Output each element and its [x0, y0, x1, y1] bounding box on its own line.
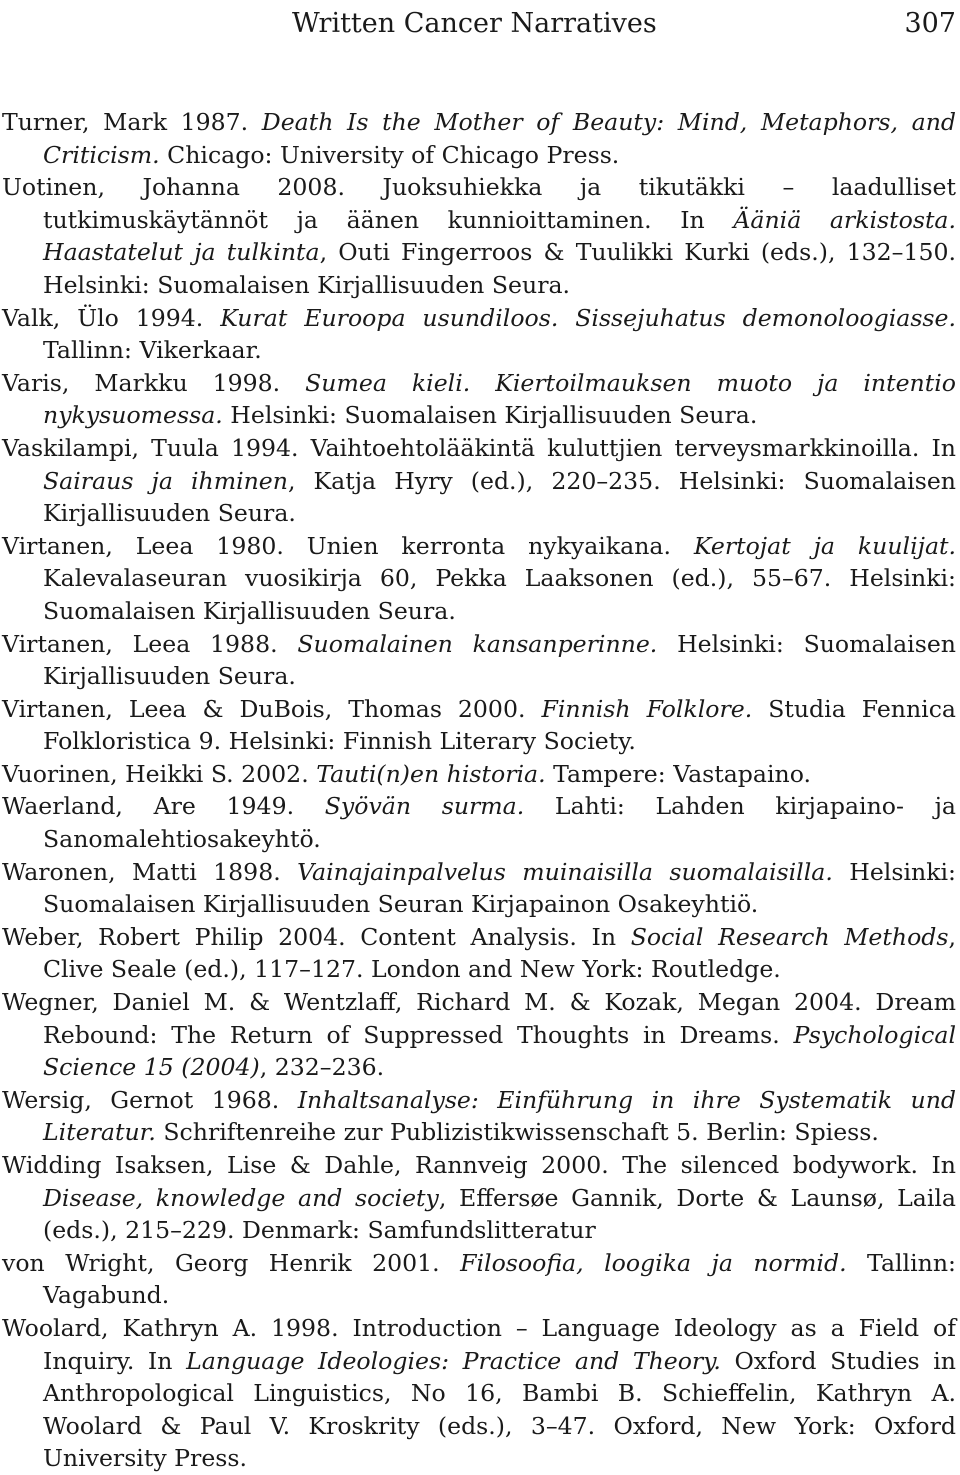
reference-title-text: Kertojat ja kuulijat.: [693, 531, 956, 560]
reference-text: Woolard, Kathryn A. 1998. Introduction – Language Ideology as a Field of Inquiry. In: [2, 1313, 956, 1375]
reference-title-text: Vainajainpalvelus muinaisilla suomalaisilla.: [297, 857, 833, 886]
reference-text: Studia Fennica Folkloristica 9. Helsinki: Finnish Literary Society.: [43, 694, 956, 756]
reference-entry: [2, 367, 956, 432]
reference-text: von Wright, Georg Henrik 2001.: [2, 1248, 461, 1277]
reference-entry: [2, 302, 956, 367]
reference-entry: [2, 530, 956, 628]
reference-text: Turner, Mark 1987.: [2, 108, 262, 136]
running-title: Written Cancer Narratives: [292, 8, 657, 39]
reference-title-text: Syövän surma.: [324, 792, 525, 821]
reference-text: Kalevalaseuran vuosikirja 60, Pekka Laaksonen (ed.), 55–67. Helsinki: Suomalaisen Kirjallisuuden Seura.: [43, 564, 956, 625]
reference-text: Waerland, Are 1949.: [2, 792, 325, 821]
reference-entry: [2, 986, 956, 1084]
reference-text: Wegner, Daniel M. & Wentzlaff, Richard M. & Kozak, Megan 2004. Dream Rebound: The Return of Suppressed Thoughts in Dreams.: [2, 988, 956, 1049]
reference-text: Widding Isaksen, Lise & Dahle, Rannveig 2000. The silenced bodywork. In: [2, 1151, 956, 1179]
reference-title-text: Finnish Folklore.: [541, 694, 753, 723]
reference-entry: [2, 1312, 956, 1475]
reference-entry: [2, 628, 956, 693]
reference-title-text: Disease, knowledge and society: [43, 1183, 439, 1212]
reference-text: Chicago: University of Chicago Press.: [159, 140, 620, 169]
reference-title-text: Inhaltsanalyse: Einführung in ihre Systematik und Literatur.: [43, 1085, 956, 1147]
reference-title-text: Language Ideologies: Practice and Theory.: [186, 1346, 721, 1375]
reference-text: Uotinen, Johanna 2008. Juoksuhiekka ja tikutäkki – laadulliset tutkimuskäytännöt ja äänen kunnioittaminen. In: [2, 173, 956, 234]
reference-text: Wersig, Gernot 1968.: [2, 1085, 298, 1114]
reference-text: Tallinn: Vagabund.: [43, 1248, 956, 1310]
reference-text: Helsinki: Suomalaisen Kirjallisuuden Seura.: [43, 629, 956, 691]
reference-title-text: Kurat Euroopa usundiloos. Sissejuhatus demonoloogiasse.: [220, 303, 956, 332]
reference-title-text: Sumea kieli. Kiertoilmauksen muoto ja intentio nykysuomessa.: [43, 368, 956, 430]
page-number: 307: [904, 8, 956, 39]
reference-text: , Effersøe Gannik, Dorte & Launsø, Laila (eds.), 215–229. Denmark: Samfundslitteratur: [43, 1183, 956, 1245]
reference-text: Varis, Markku 1998.: [2, 368, 306, 397]
reference-text: Virtanen, Leea 1988.: [2, 629, 298, 658]
reference-entry: [2, 693, 956, 758]
reference-list: [2, 106, 956, 1475]
reference-text: , 232–236.: [259, 1053, 385, 1082]
reference-text: Oxford Studies in Anthropological Linguistics, No 16, Bambi B. Schieffelin, Kathryn A. Woolard & Paul V. Kroskrity (eds.), 3–47. Oxford, New York: Oxford University Press.: [43, 1346, 956, 1473]
reference-text: Waronen, Matti 1898.: [2, 857, 298, 886]
reference-text: Valk, Ülo 1994.: [2, 303, 221, 332]
reference-text: Vaskilampi, Tuula 1994. Vaihtoehtolääkintä kuluttjien terveysmarkkinoilla. In: [2, 433, 956, 462]
reference-entry: [2, 790, 956, 855]
reference-title-text: Suomalainen kansanperinne.: [297, 629, 658, 658]
reference-text: Schriftenreihe zur Publizistikwissenschaft 5. Berlin: Spiess.: [155, 1118, 879, 1147]
reference-text: Weber, Robert Philip 2004. Content Analysis. In: [2, 922, 631, 951]
reference-text: , Outi Fingerroos & Tuulikki Kurki (eds.), 132–150. Helsinki: Suomalaisen Kirjallisuuden Seura.: [43, 238, 956, 299]
reference-title-text: Ääniä arkistosta. Haastatelut ja tulkinta: [43, 205, 956, 267]
reference-entry: [2, 171, 956, 301]
reference-entry: [2, 106, 956, 171]
reference-text: Tallinn: Vikerkaar.: [43, 336, 262, 365]
reference-entry: [2, 921, 956, 986]
reference-text: Vuorinen, Heikki S. 2002.: [2, 759, 317, 788]
reference-text: Lahti: Lahden kirjapaino- ja Sanomalehtiosakeyhtö.: [43, 792, 956, 854]
reference-text: , Clive Seale (ed.), 117–127. London and New York: Routledge.: [43, 922, 956, 984]
reference-text: Helsinki: Suomalaisen Kirjallisuuden Seura.: [222, 401, 758, 430]
reference-entry: [2, 856, 956, 921]
reference-entry: [2, 1149, 956, 1247]
reference-text: Virtanen, Leea & DuBois, Thomas 2000.: [2, 694, 542, 723]
reference-title-text: Death Is the Mother of Beauty: Mind, Metaphors, and Criticism.: [43, 108, 956, 169]
reference-title-text: Tauti(n)en historia.: [316, 759, 546, 788]
reference-text: , Katja Hyry (ed.), 220–235. Helsinki: Suomalaisen Kirjallisuuden Seura.: [43, 466, 956, 528]
reference-text: Virtanen, Leea 1980. Unien kerronta nykyaikana.: [2, 531, 694, 560]
reference-entry: [2, 758, 956, 791]
reference-title-text: Sairaus ja ihminen: [43, 466, 288, 495]
reference-entry: [2, 432, 956, 530]
reference-entry: [2, 1084, 956, 1149]
reference-title-text: Psychological Science 15 (2004): [43, 1020, 956, 1082]
reference-text: Helsinki: Suomalaisen Kirjallisuuden Seuran Kirjapainon Osakeyhtiö.: [43, 857, 956, 919]
reference-text: Tampere: Vastapaino.: [545, 759, 811, 788]
reference-title-text: Social Research Methods: [630, 922, 949, 951]
reference-entry: [2, 1247, 956, 1312]
page-header: [0, 4, 956, 44]
reference-title-text: Filosoofia, loogika ja normid.: [460, 1248, 847, 1277]
